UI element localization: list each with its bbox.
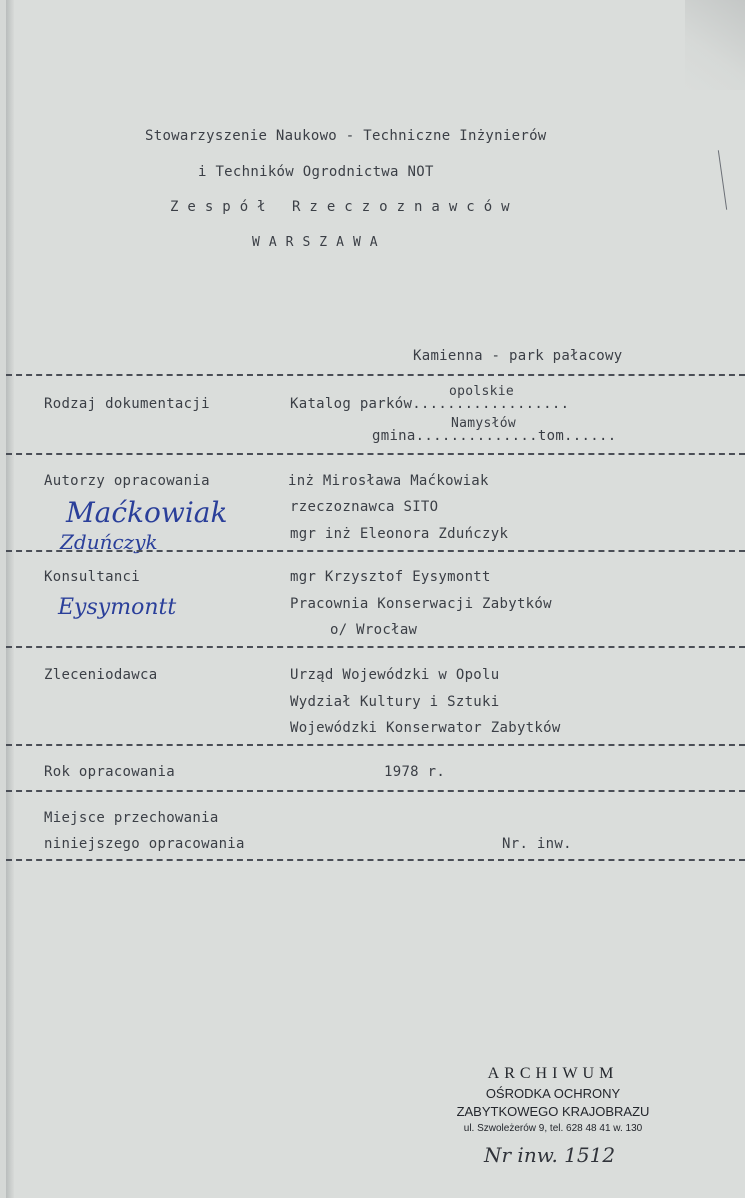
catalog-dots: .................. [412,396,570,412]
label-zleceniodawca: Zleceniodawca [44,667,158,683]
page-edge-shadow [6,0,14,1198]
divider [6,453,745,455]
archive-stamp [448,1065,658,1134]
rok-value: 1978 r. [384,764,446,780]
label-autorzy: Autorzy opracowania [44,473,210,489]
catalog-value: opolskie [449,384,515,399]
label-rodzaj: Rodzaj dokumentacji [44,396,210,412]
header-organization-line2: i Techników Ogrodnictwa NOT [198,164,434,180]
nr-inw-label: Nr. inw. [502,836,572,852]
client-line-2: Wydział Kultury i Sztuki [290,694,500,710]
author-signature-2: Zduńczyk [60,530,158,554]
catalog-line [290,396,569,412]
catalog-label: Katalog parków [290,396,413,412]
handwritten-inventory-number: Nr inw. 1512 [484,1143,616,1167]
consultant-line-2: Pracownia Konserwacji Zabytków [290,596,552,612]
divider [6,744,745,746]
author-signature-1: Maćkowiak [66,496,228,529]
tom-label: tom...... [537,428,617,444]
consultant-line-1: mgr Krzysztof Eysymontt [290,569,491,585]
consultant-signature: Eysymontt [58,595,177,620]
divider [6,550,745,552]
divider [6,790,745,792]
label-rok: Rok opracowania [44,764,175,780]
divider [6,859,745,861]
header-city: WARSZAWA [252,235,387,250]
client-line-3: Wojewódzki Konserwator Zabytków [290,720,561,736]
gmina-dots: .............. [415,428,538,444]
label-konsultanci: Konsultanci [44,569,141,585]
stamp-line-2: OŚRODKA OCHRONY [485,1086,621,1101]
consultant-line-3: o/ Wrocław [330,622,418,638]
label-miejsce-1: Miejsce przechowania [44,810,219,826]
header-organization: Stowarzyszenie Naukowo - Techniczne Inżynierów [145,128,547,144]
divider [6,374,745,376]
author-line-1: inż Mirosława Maćkowiak [288,473,489,489]
object-name: Kamienna - park pałacowy [413,348,623,364]
stamp-line-3: ZABYTKOWEGO KRAJOBRAZU [456,1104,650,1119]
divider [6,646,745,648]
author-line-3: mgr inż Eleonora Zduńczyk [290,526,509,542]
gmina-label: gmina [372,428,416,444]
client-line-1: Urząd Wojewódzki w Opolu [290,667,500,683]
gmina-value: Namysłów [451,416,517,431]
label-miejsce-2: niniejszego opracowania [44,836,245,852]
author-line-2: rzeczoznawca SITO [290,499,439,515]
page-corner-shadow [685,0,745,90]
stamp-line-4: ul. Szwoleżerów 9, tel. 628 48 41 w. 130 [463,1123,643,1134]
stamp-line-1: ARCHIWUM [487,1065,619,1082]
header-team: Zespół Rzeczoznawców [170,199,519,215]
